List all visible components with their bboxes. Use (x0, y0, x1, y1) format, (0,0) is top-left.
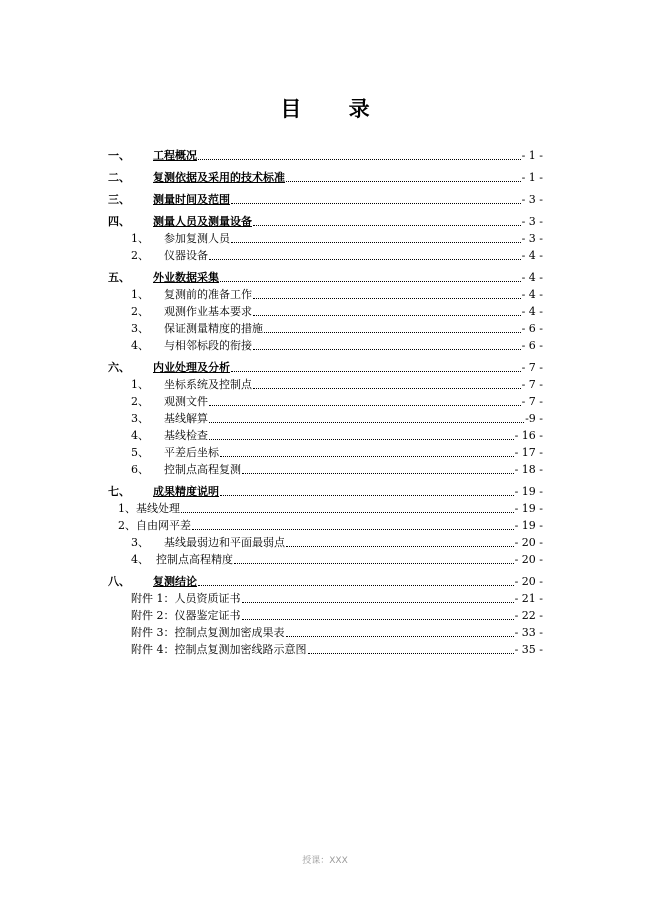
toc-entry-label: 控制点高程复测 (164, 463, 241, 476)
toc-entry-page: - 4 - (521, 271, 543, 284)
toc-leader-dots (209, 422, 524, 423)
toc-entry-page: - 19 - (514, 485, 543, 498)
toc-entry[interactable] (131, 552, 543, 568)
toc-entry-label: 控制点复测加密成果表 (174, 626, 285, 639)
toc-entry[interactable] (131, 248, 543, 264)
toc-entry-label: 坐标系统及控制点 (164, 378, 252, 391)
toc-entry-number: 2、 (118, 519, 136, 532)
toc-entry[interactable] (131, 608, 543, 624)
toc-entry-page: - 1 - (521, 149, 543, 162)
toc-entry-page: - 1 - (521, 171, 543, 184)
toc-entry-label: 基线解算 (164, 412, 208, 425)
toc-entry-number: 5、 (131, 446, 149, 459)
toc-entry-label: 基线检查 (164, 429, 208, 442)
toc-entry-number: 2、 (131, 305, 149, 318)
toc-entry[interactable] (131, 625, 543, 641)
toc-leader-dots (220, 281, 521, 282)
toc-entry[interactable] (108, 574, 543, 590)
toc-entry-label: 工程概况 (153, 149, 197, 162)
toc-entry-page: - 3 - (521, 193, 543, 206)
toc-leader-dots (286, 636, 514, 637)
toc-entry[interactable] (131, 394, 543, 410)
toc-entry-number: 3、 (131, 412, 149, 425)
toc-entry-label: 观测作业基本要求 (164, 305, 252, 318)
toc-entry-page: - 22 - (514, 609, 543, 622)
toc-entry-page: - 7 - (521, 361, 543, 374)
toc-leader-dots (198, 159, 521, 160)
toc-leader-dots (253, 225, 521, 226)
toc-entry-page: - 4 - (521, 305, 543, 318)
toc-entry[interactable] (131, 377, 543, 393)
toc-entry-label: 内业处理及分析 (153, 361, 230, 374)
toc-entry-number: 三、 (108, 193, 130, 206)
toc-entry[interactable] (108, 360, 543, 376)
toc-leader-dots (231, 371, 521, 372)
toc-leader-dots (181, 512, 514, 513)
toc-entry-number: 附件 2： (131, 609, 175, 622)
toc-leader-dots (209, 405, 521, 406)
toc-entry-label: 测量人员及测量设备 (153, 215, 252, 228)
toc-leader-dots (264, 332, 521, 333)
toc-entry-label: 测量时间及范围 (153, 193, 230, 206)
toc-entry-label: 成果精度说明 (153, 485, 219, 498)
toc-entry-page: - 20 - (514, 575, 543, 588)
toc-entry[interactable] (131, 304, 543, 320)
toc-entry-number: 3、 (131, 322, 149, 335)
toc-entry[interactable] (131, 642, 543, 658)
toc-leader-dots (220, 456, 514, 457)
toc-entry[interactable] (131, 411, 543, 427)
toc-entry-page: - 20 - (514, 536, 543, 549)
toc-leader-dots (242, 619, 514, 620)
toc-entry-label: 平差后坐标 (164, 446, 219, 459)
toc-entry-page: - 7 - (521, 395, 543, 408)
toc-leader-dots (192, 529, 514, 530)
toc-entry-page: - 19 - (514, 502, 543, 515)
toc-entry-label: 仪器设备 (164, 249, 208, 262)
toc-entry-page: - 18 - (514, 463, 543, 476)
page-footer: 授课：XXX (302, 856, 348, 866)
toc-leader-dots (209, 439, 514, 440)
toc-leader-dots (253, 315, 521, 316)
toc-entry[interactable] (108, 214, 543, 230)
toc-entry-label: 观测文件 (164, 395, 208, 408)
toc-entry[interactable] (131, 535, 543, 551)
toc-entry-label: 复测依据及采用的技术标准 (153, 171, 285, 184)
toc-entry-number: 4、 (131, 553, 149, 566)
toc-entry-number: 四、 (108, 215, 130, 228)
toc-entry-number: 七、 (108, 485, 130, 498)
toc-entry-number: 1、 (131, 378, 149, 391)
toc-leader-dots (286, 546, 514, 547)
toc-entry-page: - 16 - (514, 429, 543, 442)
toc-entry-page: - 3 - (521, 232, 543, 245)
toc-entry[interactable] (131, 338, 543, 354)
toc-entry-number: 4、 (131, 339, 149, 352)
toc-entry[interactable] (108, 170, 543, 186)
toc-leader-dots (220, 495, 514, 496)
toc-leader-dots (253, 298, 521, 299)
toc-entry[interactable] (118, 501, 543, 517)
toc-entry-page: - 35 - (514, 643, 543, 656)
toc-entry-page: - 4 - (521, 288, 543, 301)
toc-entry-label: 复测前的准备工作 (164, 288, 252, 301)
toc-entry-page: - 3 - (521, 215, 543, 228)
toc-leader-dots (209, 259, 521, 260)
toc-entry-number: 1、 (118, 502, 136, 515)
toc-entry-number: 2、 (131, 395, 149, 408)
toc-entry[interactable] (108, 148, 543, 164)
toc-entry-number: 1、 (131, 288, 149, 301)
toc-entry[interactable] (131, 428, 543, 444)
toc-entry-number: 附件 1： (131, 592, 175, 605)
toc-entry[interactable] (108, 270, 543, 286)
toc-entry-label: 基线最弱边和平面最弱点 (164, 536, 285, 549)
toc-entry-label: 参加复测人员 (164, 232, 230, 245)
page-title: 目 录 (280, 97, 390, 121)
toc-entry-page: - 21 - (514, 592, 543, 605)
toc-entry-number: 3、 (131, 536, 149, 549)
toc-entry-label: 保证测量精度的措施 (164, 322, 263, 335)
toc-entry-label: 仪器鉴定证书 (174, 609, 241, 622)
toc-entry-page: - 7 - (521, 378, 543, 391)
toc-entry-number: 6、 (131, 463, 149, 476)
toc-entry-page: - 19 - (514, 519, 543, 532)
toc-entry-label: 控制点复测加密线路示意图 (174, 643, 307, 656)
toc-leader-dots (253, 349, 521, 350)
toc-entry[interactable] (131, 231, 543, 247)
toc-entry-number: 2、 (131, 249, 149, 262)
toc-entry-number: 二、 (108, 171, 130, 184)
toc-entry-page: -9 - (525, 412, 543, 425)
toc-entry[interactable] (108, 192, 543, 208)
toc-entry-page: - 17 - (514, 446, 543, 459)
toc-entry[interactable] (131, 287, 543, 303)
toc-entry-number: 4、 (131, 429, 149, 442)
toc-leader-dots (308, 653, 514, 654)
toc-entry-number: 八、 (108, 575, 130, 588)
toc-entry[interactable] (131, 462, 543, 478)
toc-leader-dots (198, 585, 514, 586)
toc-entry-page: - 20 - (514, 553, 543, 566)
toc-leader-dots (234, 563, 514, 564)
toc-entry-label: 外业数据采集 (153, 271, 219, 284)
toc-entry-page: - 33 - (514, 626, 543, 639)
toc-entry-number: 五、 (108, 271, 130, 284)
toc-entry[interactable] (118, 518, 543, 534)
toc-entry-number: 附件 4： (131, 643, 175, 656)
toc-entry-label: 控制点高程精度 (156, 553, 233, 566)
toc-entry-number: 1、 (131, 232, 149, 245)
toc-entry-page: - 4 - (521, 249, 543, 262)
toc-entry-label: 人员资质证书 (174, 592, 241, 605)
toc-entry-label: 复测结论 (153, 575, 197, 588)
toc-entry-number: 附件 3： (131, 626, 175, 639)
toc-leader-dots (231, 242, 521, 243)
toc-entry[interactable] (108, 484, 543, 500)
toc-entry-label: 自由网平差 (136, 519, 191, 532)
toc-entry[interactable] (131, 591, 543, 607)
toc-leader-dots (242, 473, 514, 474)
toc-entry[interactable] (131, 321, 543, 337)
toc-entry-page: - 6 - (521, 322, 543, 335)
toc-entry-label: 与相邻标段的衔接 (164, 339, 252, 352)
toc-entry-number: 六、 (108, 361, 130, 374)
toc-leader-dots (253, 388, 521, 389)
toc-entry[interactable] (131, 445, 543, 461)
toc-leader-dots (231, 203, 521, 204)
toc-leader-dots (286, 181, 521, 182)
toc-leader-dots (242, 602, 514, 603)
toc-entry-number: 一、 (108, 149, 130, 162)
toc-entry-page: - 6 - (521, 339, 543, 352)
toc-entry-label: 基线处理 (136, 502, 180, 515)
